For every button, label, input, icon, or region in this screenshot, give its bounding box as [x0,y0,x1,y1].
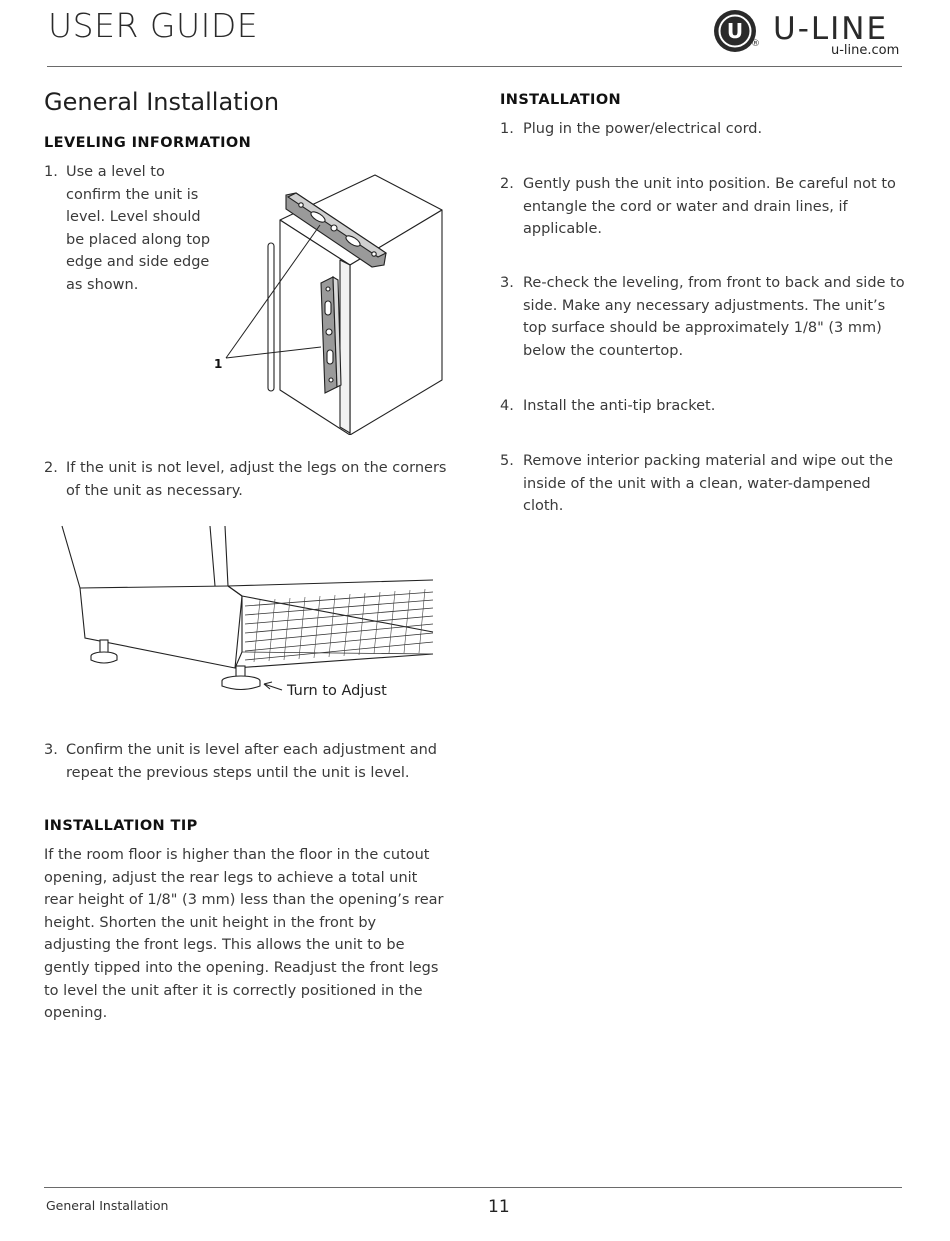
document-title: USER GUIDE [48,6,259,45]
installation-step-text: Gently push the unit into position. Be careful not to entangle the cord or water and drain lines, if applicable. [523,176,896,238]
leveling-heading: LEVELING INFORMATION [44,135,252,151]
footer-divider [44,1187,902,1188]
installation-heading: INSTALLATION [500,92,622,108]
brand-url: u-line.com [831,43,900,58]
leveling-step-number: 2. [44,460,58,476]
installation-step-number: 5. [500,453,514,469]
leveling-step-number: 3. [44,742,58,758]
section-title: General Installation [44,88,280,116]
installation-step-number: 3. [500,275,514,291]
installation-tip-heading: INSTALLATION TIP [44,818,198,834]
logo-mark-letter: U [726,19,744,43]
footer-section-name: General Installation [46,1198,169,1213]
page-number: 11 [488,1197,510,1217]
leg-adjustment-figure [50,520,440,705]
leveling-step-number: 1. [44,164,58,180]
installation-step-text: Remove interior packing material and wipe out the inside of the unit with a clean, water-dampened cloth. [523,453,893,515]
header-divider [47,66,902,67]
figure-callout-number: 1 [214,357,223,371]
installation-step-text: Install the anti-tip bracket. [523,398,716,414]
registered-mark: ® [751,39,760,49]
installation-step-text: Plug in the power/electrical cord. [523,121,763,137]
leveling-step-text: Confirm the unit is level after each adjustment and repeat the previous steps until the unit is level. [66,742,437,781]
brand-name: U-LINE [773,11,889,47]
installation-step-text: Re-check the leveling, from front to back and side to side. Make any necessary adjustments. The unit’s top surface should be approximately 1/8" (3 mm) below the countertop. [523,275,905,359]
turn-to-adjust-label: Turn to Adjust [287,683,387,699]
installation-step-number: 4. [500,398,514,414]
installation-step-number: 2. [500,176,514,192]
level-placement-figure [200,165,455,435]
installation-tip-text: If the room floor is higher than the floor in the cutout opening, adjust the rear legs to achieve a total unit rear height of 1/8" (3 mm) less than the opening’s rear height. Shorten the unit height in the front by adjusting the front legs. This allows the unit to be gently tipped into the opening. Readjust the front legs to level the unit after it is correctly positioned in the opening. [44,847,444,1022]
installation-step-number: 1. [500,121,514,137]
leveling-step-text: Use a level to confirm the unit is level. Level should be placed along top edge and side edge as shown. [66,164,211,293]
leveling-step-text: If the unit is not level, adjust the legs on the corners of the unit as necessary. [66,460,447,499]
